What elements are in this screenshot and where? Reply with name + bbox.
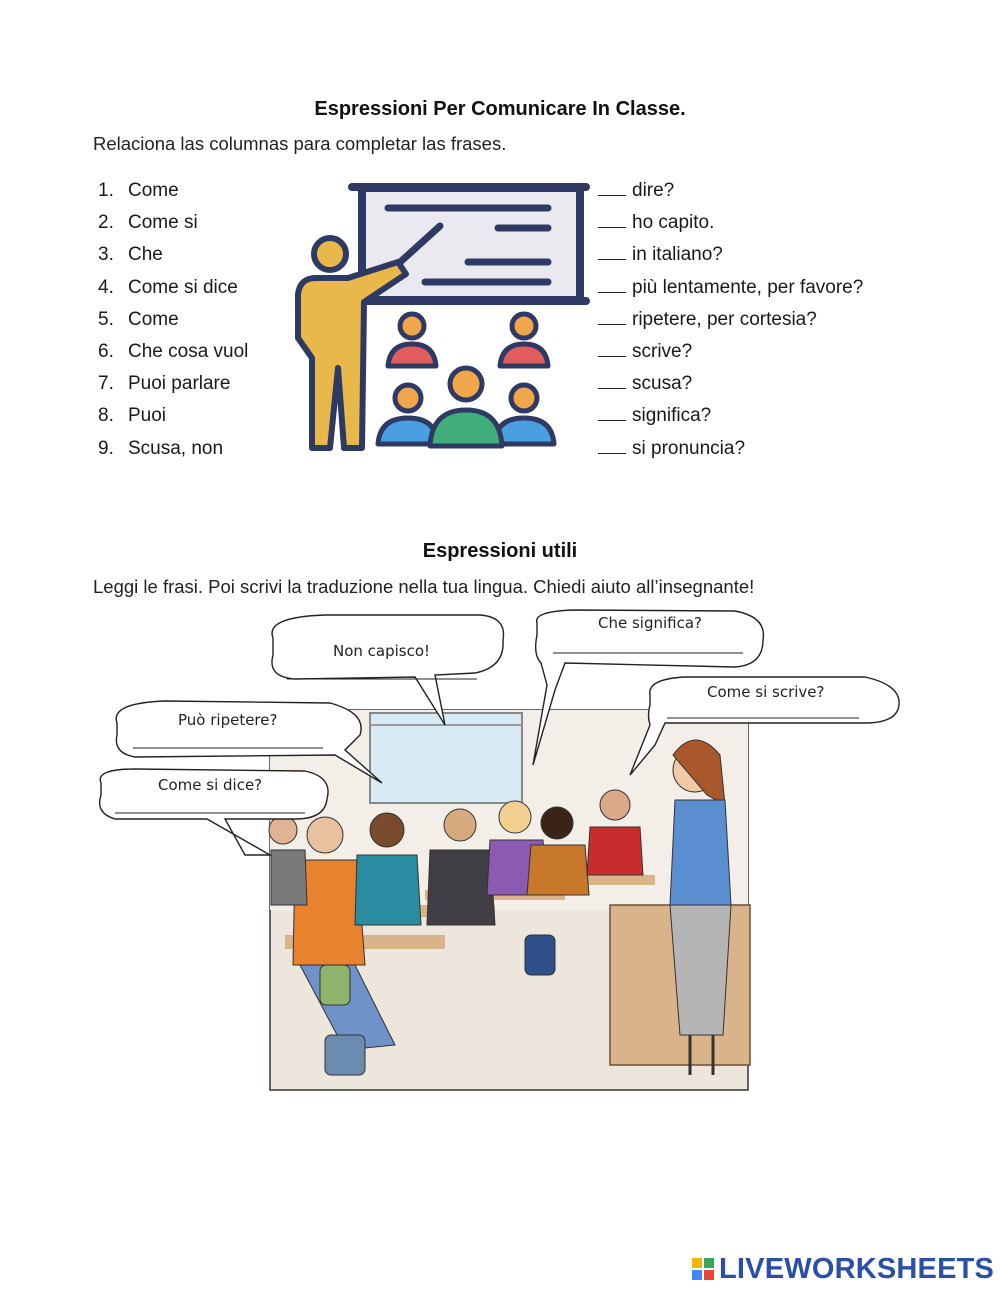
bubble-come-si-scrive-text: Come si scrive?: [707, 683, 825, 701]
bubble-come-si-dice-text: Come si dice?: [158, 776, 263, 794]
left-column-list: [98, 178, 248, 468]
answer-blank[interactable]: [598, 403, 626, 421]
section1-title: Espressioni Per Comunicare In Classe.: [314, 98, 686, 120]
right-item[interactable]: si pronuncia?: [598, 436, 863, 468]
right-item[interactable]: scrive?: [598, 339, 863, 371]
right-item[interactable]: significa?: [598, 403, 863, 435]
left-item: 3. Che: [98, 244, 163, 266]
left-item: 5. Come: [98, 308, 179, 330]
right-item[interactable]: ripetere, per cortesia?: [598, 307, 863, 339]
answer-blank[interactable]: [598, 436, 626, 454]
right-item[interactable]: dire?: [598, 178, 863, 210]
logo-square: [704, 1258, 714, 1268]
answer-blank[interactable]: [598, 178, 626, 196]
section2-title: Espressioni utili: [422, 540, 578, 562]
left-item: 9. Scusa, non: [98, 437, 224, 459]
logo-square: [704, 1270, 714, 1280]
logo-square: [692, 1270, 702, 1280]
section1-instruction: Relaciona las columnas para completar las frases.: [93, 133, 507, 154]
right-item[interactable]: in italiano?: [598, 242, 863, 274]
left-item: 8. Puoi: [98, 405, 167, 427]
logo-text: LIVEWORKSHEETS: [719, 1252, 995, 1285]
classroom-illustration: [95, 605, 905, 1095]
answer-blank[interactable]: [598, 307, 626, 325]
answer-blank[interactable]: [598, 339, 626, 357]
right-item[interactable]: ho capito.: [598, 210, 863, 242]
right-column-list: [598, 178, 863, 468]
left-item: 6. Che cosa vuol: [98, 340, 249, 362]
left-item: 4. Come si dice: [98, 276, 238, 298]
right-item[interactable]: più lentamente, per favore?: [598, 275, 863, 307]
left-item: 1. Come: [98, 180, 179, 201]
logo-squares-icon: [692, 1258, 714, 1280]
left-item: 7. Puoi parlare: [98, 373, 231, 395]
answer-blank[interactable]: [598, 210, 626, 228]
answer-blank[interactable]: [598, 242, 626, 260]
answer-blank[interactable]: [598, 371, 626, 389]
bubble-non-capisco-text: Non capisco!: [333, 642, 431, 660]
bubble-che-significa-text: Che significa?: [598, 614, 703, 632]
bubble-puo-ripetere-text: Può ripetere?: [178, 711, 278, 729]
teacher-classroom-icon: [290, 178, 590, 460]
right-item[interactable]: scusa?: [598, 371, 863, 403]
liveworksheets-logo: [692, 1252, 994, 1286]
left-item: 2. Come si: [98, 212, 198, 234]
answer-blank[interactable]: [598, 275, 626, 293]
logo-square: [692, 1258, 702, 1268]
section2-instruction: Leggi le frasi. Poi scrivi la traduzione nella tua lingua. Chiedi aiuto all’insegnante!: [93, 576, 755, 597]
